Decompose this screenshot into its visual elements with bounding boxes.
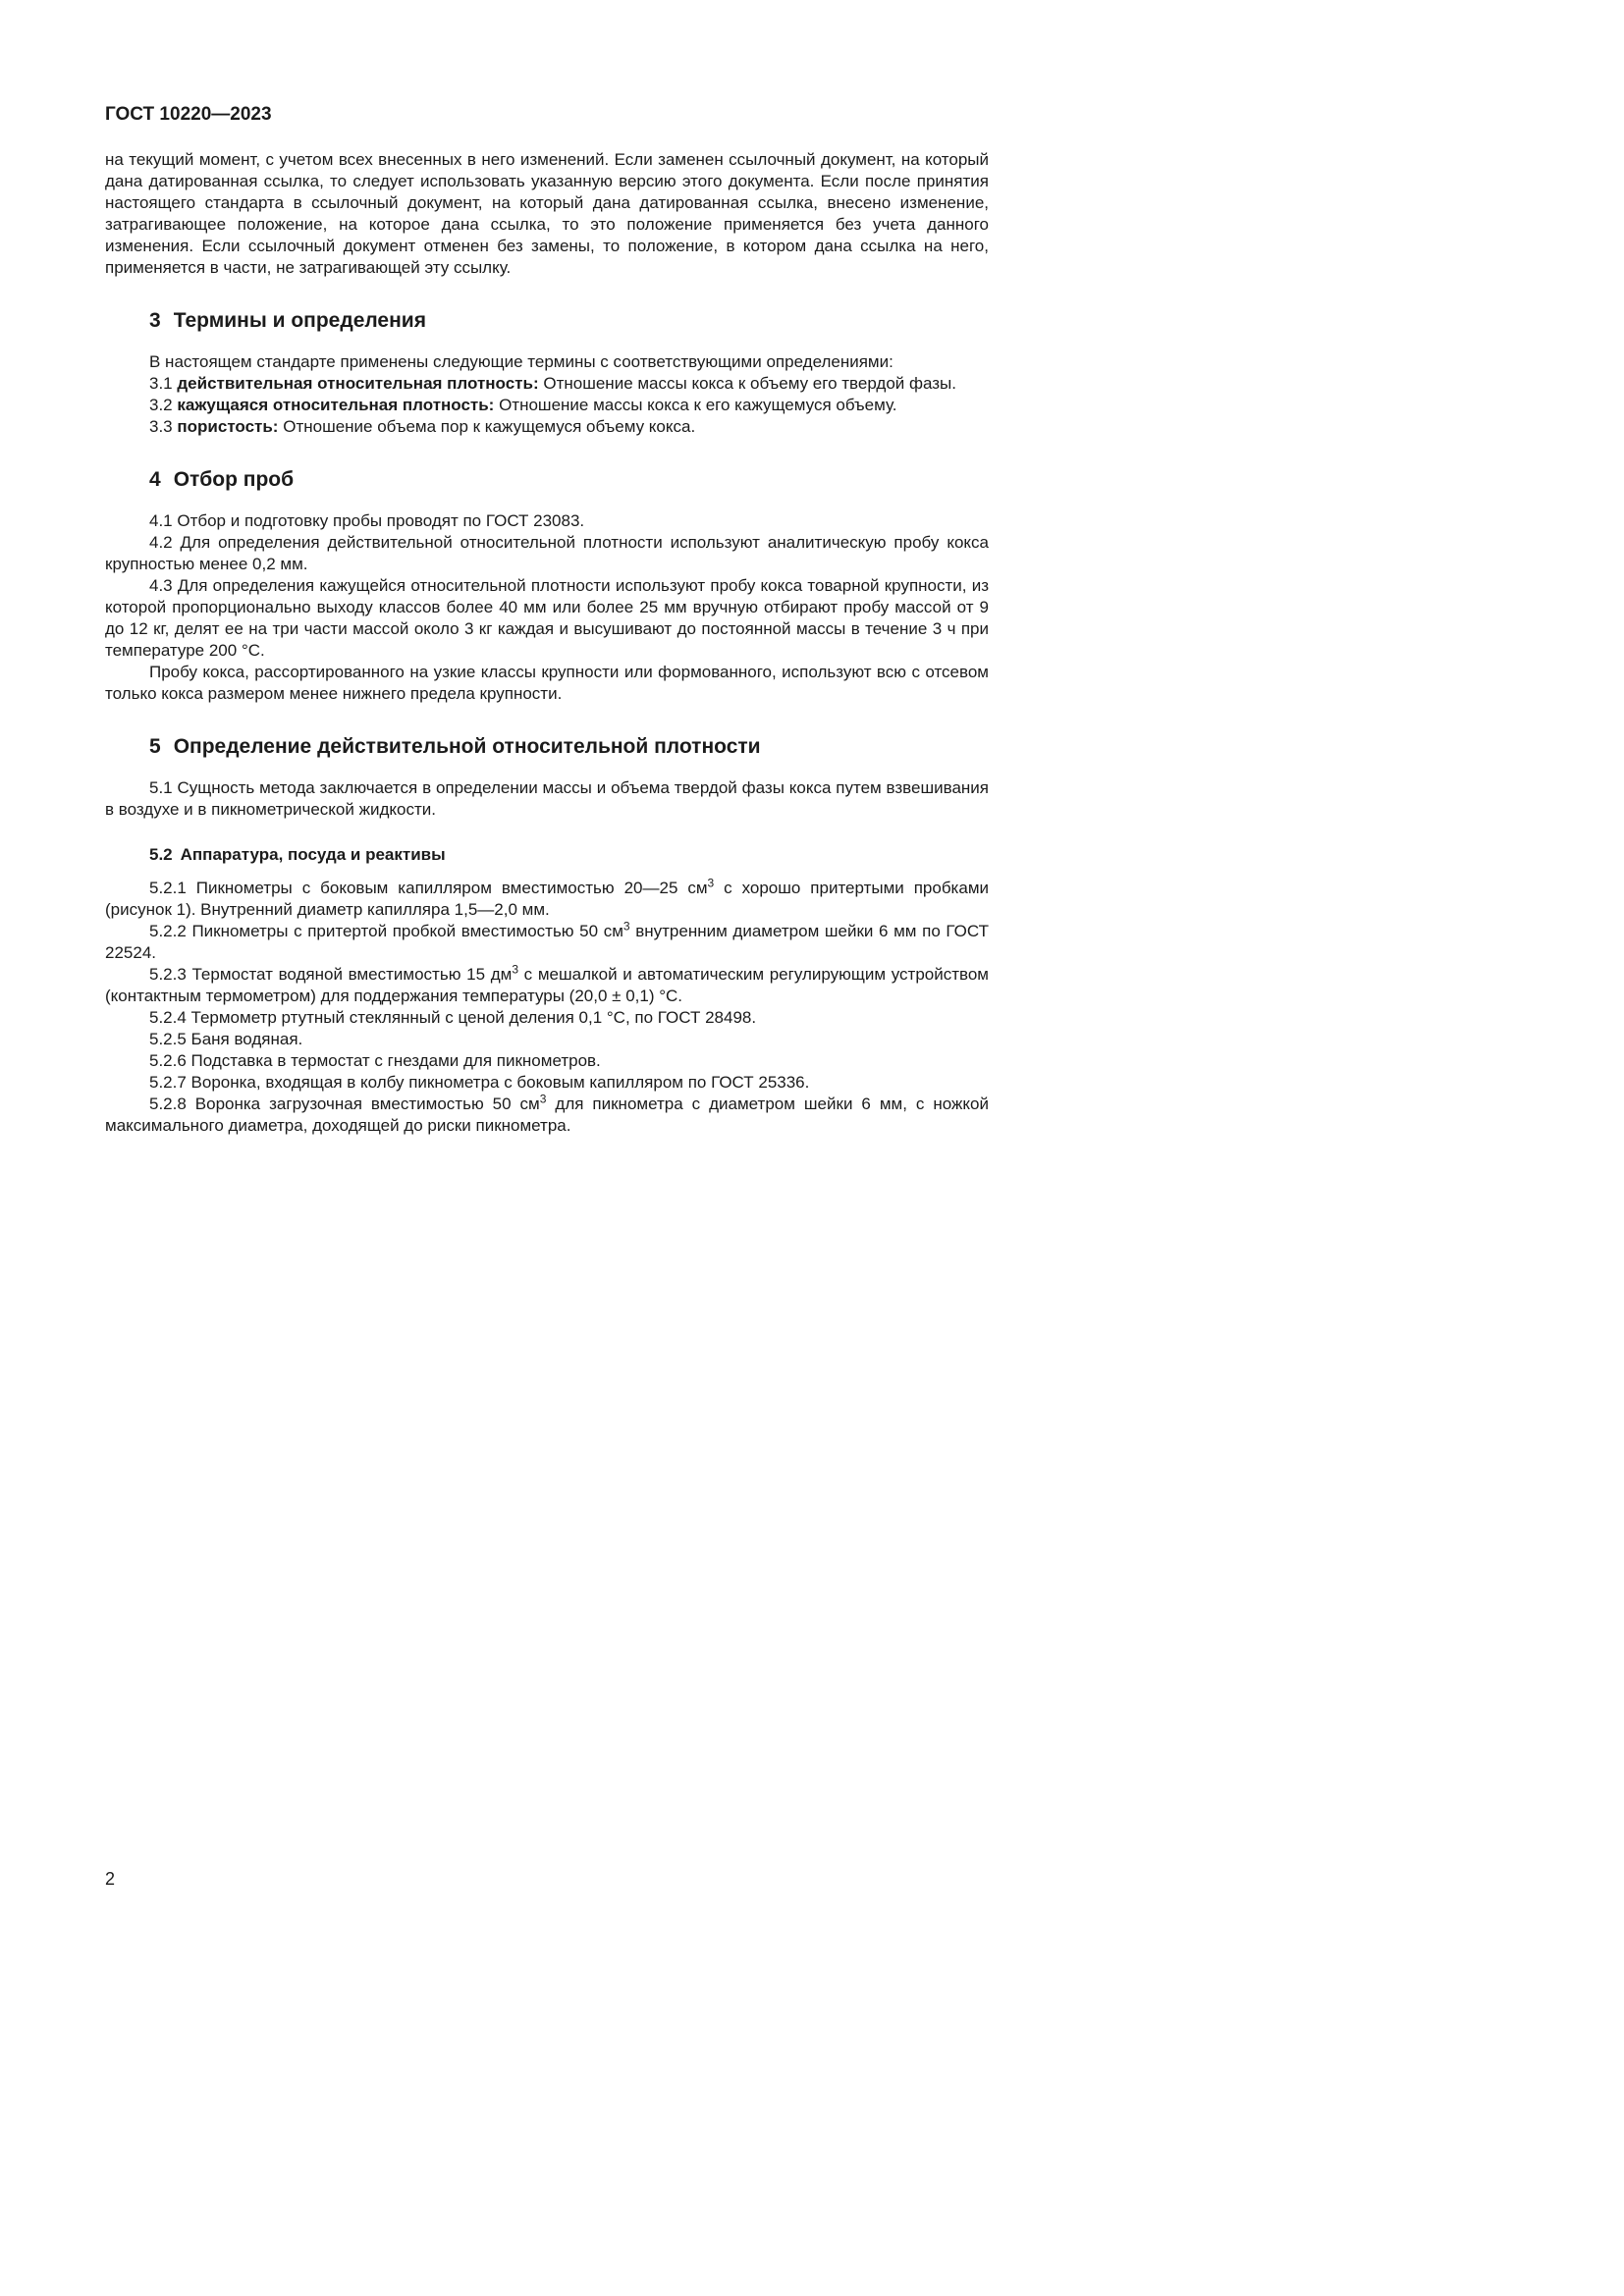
paragraph-text: для пикнометра с диаметром шейки 6 мм, с ножкой максимального диаметра, доходящей до риски пикнометра. <box>105 1095 989 1135</box>
subsection-5-2-title: Аппаратура, посуда и реактивы <box>180 845 446 864</box>
subsection-5-2-number: 5.2 <box>149 845 173 864</box>
term-number: 3.2 <box>149 396 173 414</box>
section-5-heading <box>149 734 989 760</box>
superscript-3: 3 <box>623 919 630 934</box>
superscript-3: 3 <box>539 1092 547 1106</box>
paragraph-text: с мешалкой и автоматическим регулирующим устройством (контактным термометром) для поддержания температуры (20,0 ± 0,1) °С. <box>105 965 989 1005</box>
paragraph-5-2-1 <box>105 878 989 921</box>
intro-continuation-paragraph: на текущий момент, с учетом всех внесенных в него изменений. Если заменен ссылочный документ, на который дана датированная ссылка, то следует использовать указанную версию этого документа. Если после принятия настоящего стандарта в ссылочный документ, на который дана датированная ссылка, внесено изменение, затрагивающее положение, на которое дана ссылка, то это положение применяется без учета данного изменения. Если ссылочный документ отменен без замены, то положение, в котором дана ссылка на него, применяется в части, не затрагивающей эту ссылку. <box>105 150 989 277</box>
term-definition: Отношение массы кокса к его кажущемуся объему. <box>499 396 897 414</box>
paragraph-5-2-8 <box>105 1094 989 1137</box>
paragraph-text: 5.2.2 Пикнометры с притертой пробкой вместимостью 50 см <box>149 922 623 940</box>
page-content <box>105 103 989 1137</box>
superscript-3: 3 <box>512 962 518 977</box>
term-item-3-1 <box>105 373 989 395</box>
section-4-number: 4 <box>149 468 161 491</box>
paragraph-4-3: 4.3 Для определения кажущейся относительной плотности используют пробу кокса товарной крупности, из которой пропорционально выходу классов более 40 мм или более 25 мм вручную отбирают пробу массой от 9 до 12 кг, делят ее на три части массой около 3 кг каждая и высушивают до постоянной массы в течение 3 ч при температуре 200 °С. <box>105 576 989 660</box>
superscript-3: 3 <box>707 876 715 890</box>
paragraph-text: 5.2.1 Пикнометры с боковым капилляром вместимостью 20—25 см <box>149 879 708 897</box>
term-number: 3.1 <box>149 374 173 393</box>
paragraph-text: внутренним диаметром шейки 6 мм по ГОСТ 22524. <box>105 922 989 962</box>
paragraph-5-2-5: 5.2.5 Баня водяная. <box>149 1030 303 1048</box>
term-number: 3.3 <box>149 417 173 436</box>
section-3-number: 3 <box>149 309 161 332</box>
paragraph-4-1: 4.1 Отбор и подготовку пробы проводят по ГОСТ 23083. <box>149 511 585 530</box>
section-3-title: Термины и определения <box>173 309 426 332</box>
paragraph-5-2-7: 5.2.7 Воронка, входящая в колбу пикнометра с боковым капилляром по ГОСТ 25336. <box>149 1073 810 1092</box>
paragraph-4-3-continuation: Пробу кокса, рассортированного на узкие классы крупности или формованного, используют всю с отсевом только кокса размером менее нижнего предела крупности. <box>105 663 989 703</box>
section-4-heading <box>149 467 989 493</box>
paragraph-5-2-4: 5.2.4 Термометр ртутный стеклянный с ценой деления 0,1 °С, по ГОСТ 28498. <box>149 1008 757 1027</box>
term-definition: Отношение массы кокса к объему его твердой фазы. <box>543 374 956 393</box>
paragraph-5-2-6: 5.2.6 Подставка в термостат с гнездами для пикнометров. <box>149 1051 601 1070</box>
section-3-heading <box>149 308 989 334</box>
term-name: действительная относительная плотность: <box>177 374 539 393</box>
subsection-5-2-heading <box>105 844 989 866</box>
paragraph-4-2: 4.2 Для определения действительной относительной плотности используют аналитическую пробу кокса крупностью менее 0,2 мм. <box>105 533 989 573</box>
section-5-number: 5 <box>149 735 161 758</box>
paragraph-text: с хорошо притертыми пробками (рисунок 1). Внутренний диаметр капилляра 1,5—2,0 мм. <box>105 879 990 919</box>
term-definition: Отношение объема пор к кажущемуся объему кокса. <box>283 417 696 436</box>
page-number: 2 <box>105 1869 116 1889</box>
paragraph-text: 5.2.8 Воронка загрузочная вместимостью 50 см <box>149 1095 540 1113</box>
term-item-3-2 <box>105 395 989 416</box>
term-item-3-3 <box>105 416 989 438</box>
section-5-title: Определение действительной относительной плотности <box>173 735 761 758</box>
terms-lead-paragraph: В настоящем стандарте применены следующие термины с соответствующими определениями: <box>149 352 893 371</box>
paragraph-5-2-3 <box>105 964 989 1007</box>
document-code: ГОСТ 10220—2023 <box>105 104 272 125</box>
paragraph-5-2-2 <box>105 921 989 964</box>
term-name: кажущаяся относительная плотность: <box>177 396 495 414</box>
section-4-title: Отбор проб <box>173 468 295 491</box>
paragraph-5-1: 5.1 Сущность метода заключается в определении массы и объема твердой фазы кокса путем взвешивания в воздухе и в пикнометрической жидкости. <box>105 778 989 819</box>
term-name: пористость: <box>177 417 279 436</box>
paragraph-text: 5.2.3 Термостат водяной вместимостью 15 дм <box>149 965 513 984</box>
